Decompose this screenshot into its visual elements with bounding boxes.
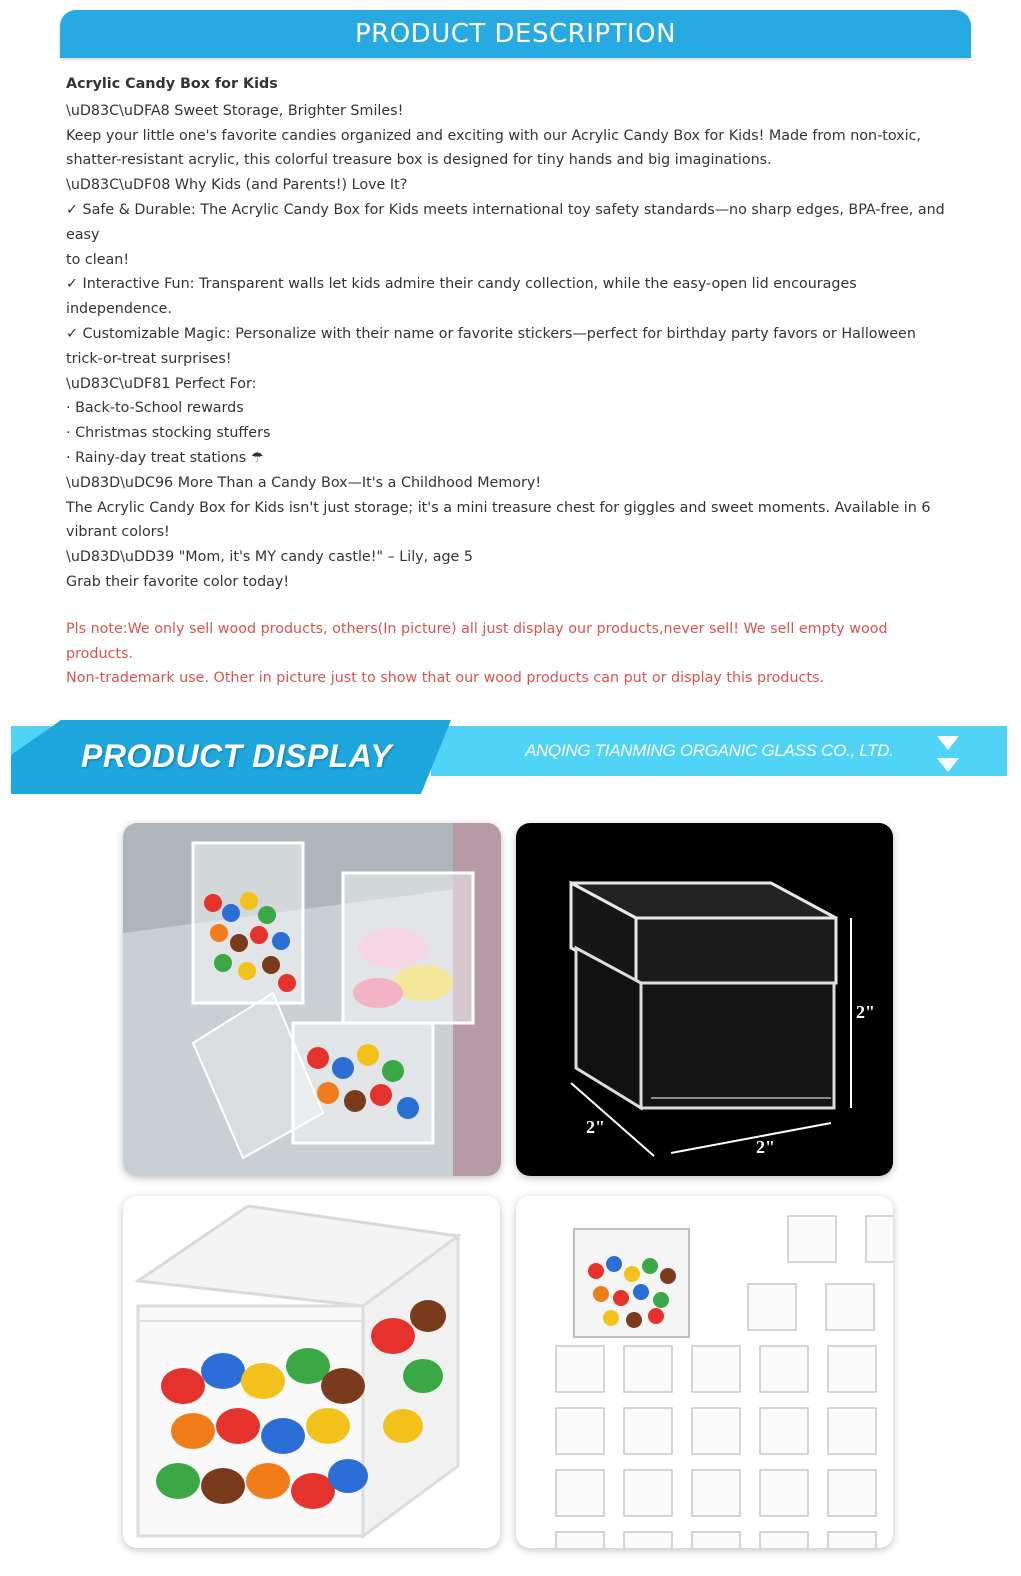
empty-box-thumbnail — [760, 1532, 808, 1548]
disclaimer-note: Pls note:We only sell wood products, others(In picture) all just display our products,never sell! We sell empty wood products. — [66, 620, 893, 662]
empty-box-thumbnail — [866, 1216, 893, 1262]
empty-box-thumbnail — [624, 1408, 672, 1454]
description-line: The Acrylic Candy Box for Kids isn't just storage; it's a mini treasure chest for giggles and sweet moments. Available in 6 vibrant colors! — [66, 499, 936, 541]
description-line: \uD83D\uDC96 More Than a Candy Box—It's a Childhood Memory! — [66, 474, 542, 491]
empty-box-thumbnail — [692, 1346, 740, 1392]
empty-box-thumbnail — [760, 1470, 808, 1516]
empty-box-thumbnail — [692, 1532, 740, 1548]
photo-dimensions — [516, 823, 893, 1176]
description-line: Keep your little one's favorite candies organized and exciting with our Acrylic Candy Box for Kids! Made from non-toxic, shatter-resistant acrylic, this colorful treasure box is designed for tiny hands and big imaginations. — [66, 127, 926, 169]
empty-box-thumbnail — [760, 1408, 808, 1454]
empty-box-thumbnail — [828, 1532, 876, 1548]
empty-box-thumbnail — [748, 1284, 796, 1330]
depth-label: 2" — [586, 1117, 605, 1137]
photo-closeup-candy-box — [123, 1196, 500, 1548]
description-line: \uD83C\uDFA8 Sweet Storage, Brighter Smiles! — [66, 102, 404, 119]
product-display-title: PRODUCT DISPLAY — [81, 738, 392, 774]
empty-box-thumbnail — [556, 1470, 604, 1516]
empty-box-thumbnail — [556, 1346, 604, 1392]
empty-box-thumbnail — [692, 1408, 740, 1454]
description-line: · Christmas stocking stuffers — [66, 425, 271, 442]
chevron-down-icon — [937, 758, 959, 772]
photo-three-candy-boxes — [123, 823, 501, 1176]
photo-box-grid — [516, 1196, 893, 1548]
width-label: 2" — [756, 1137, 775, 1157]
description-line: ✓ Interactive Fun: Transparent walls let kids admire their candy collection, while the easy-open lid encourages independence. — [66, 276, 862, 318]
product-title: Acrylic Candy Box for Kids — [66, 76, 278, 92]
description-line: Grab their favorite color today! — [66, 573, 290, 590]
empty-box-thumbnail — [828, 1470, 876, 1516]
description-line: \uD83D\uDD39 "Mom, it's MY candy castle!" – Lily, age 5 — [66, 549, 473, 566]
company-name: ANQING TIANMING ORGANIC GLASS CO., LTD. — [525, 741, 894, 760]
empty-box-thumbnail — [624, 1532, 672, 1548]
trademark-note: Non-trademark use. Other in picture just to show that our wood products can put or display this products. — [66, 670, 824, 687]
description-line: ✓ Customizable Magic: Personalize with their name or favorite stickers—perfect for birthday party favors or Halloween trick-or-treat surprises! — [66, 325, 921, 367]
chevron-down-icon — [937, 736, 959, 750]
height-label: 2" — [856, 1002, 875, 1022]
product-display-banner — [11, 720, 1007, 794]
empty-box-thumbnail — [760, 1346, 808, 1392]
empty-box-thumbnail — [692, 1470, 740, 1516]
description-line: to clean! — [66, 251, 130, 268]
empty-box-thumbnail — [624, 1470, 672, 1516]
empty-box-thumbnail — [556, 1532, 604, 1548]
empty-box-thumbnail — [828, 1408, 876, 1454]
empty-box-thumbnail — [826, 1284, 874, 1330]
empty-box-thumbnail — [624, 1346, 672, 1392]
product-description-text — [66, 72, 956, 691]
description-line: · Back-to-School rewards — [66, 400, 244, 417]
product-description-banner — [60, 10, 971, 58]
description-line: ✓ Safe & Durable: The Acrylic Candy Box for Kids meets international toy safety standards—no sharp edges, BPA-free, and easy — [66, 201, 950, 243]
empty-box-thumbnail — [788, 1216, 836, 1262]
product-description-title: PRODUCT DESCRIPTION — [354, 19, 677, 49]
empty-box-thumbnail — [828, 1346, 876, 1392]
empty-box-thumbnail — [556, 1408, 604, 1454]
description-line: \uD83C\uDF08 Why Kids (and Parents!) Love It? — [66, 177, 408, 194]
description-line: \uD83C\uDF81 Perfect For: — [66, 375, 257, 392]
description-line: · Rainy-day treat stations ☂ — [66, 449, 264, 466]
